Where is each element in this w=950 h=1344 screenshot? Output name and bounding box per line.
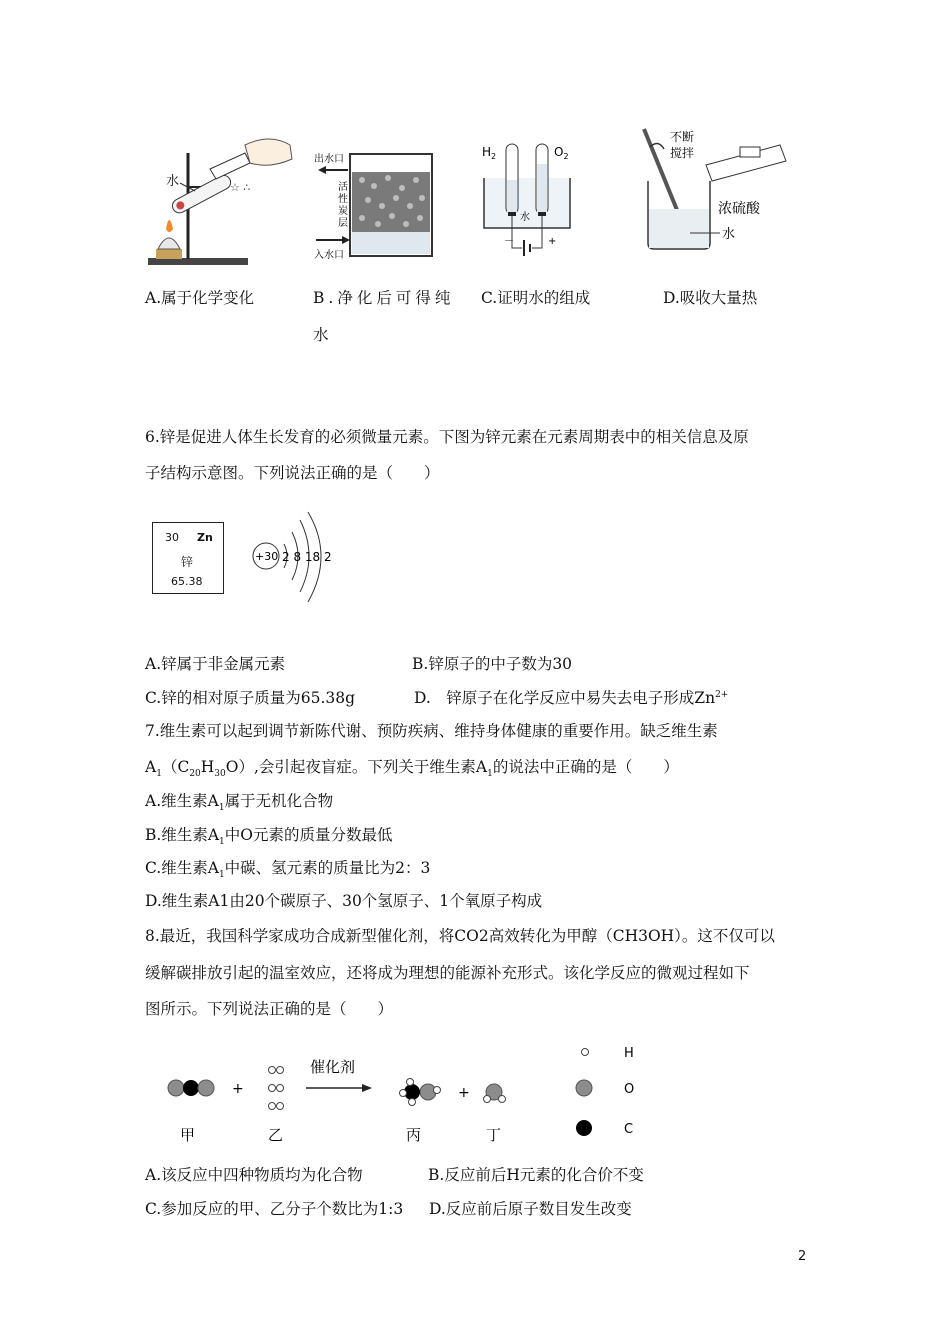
water-below — [352, 232, 430, 254]
legend-h: H — [624, 1046, 634, 1061]
caption-b-line2: 水 — [313, 326, 329, 344]
atomic-number: 30 — [165, 531, 179, 544]
paper-trough — [210, 153, 250, 179]
label-o2: $O_2$ — [554, 145, 569, 161]
q6-stem-line2: 子结构示意图。下列说法正确的是（ ） — [145, 464, 440, 482]
tube-right-water — [537, 164, 547, 213]
q8-option-c: C.参加反应的甲、乙分子个数比为1:3 — [145, 1200, 404, 1218]
inlet-arrow — [342, 236, 350, 244]
label-carbon-3: 炭 — [338, 206, 348, 217]
hand — [245, 139, 292, 165]
zinc-atom-structure — [248, 510, 348, 610]
q6-option-b: B.锌原子的中子数为30 — [412, 655, 573, 673]
legend-o-symbol — [576, 1080, 592, 1096]
label-bing: 丙 — [406, 1126, 422, 1144]
electrode-right — [538, 212, 546, 216]
q8-option-b: B.反应前后H元素的化合价不变 — [428, 1166, 644, 1184]
figure-c-electrolysis — [478, 140, 578, 264]
q7-option-b: B.维生素$A_1$中O元素的质量分数最低 — [145, 826, 393, 848]
molecule-bing — [400, 1079, 441, 1106]
test-tube — [170, 173, 233, 215]
q6-option-c: C.锌的相对原子质量为65.38g — [145, 689, 356, 707]
beaker-water — [649, 209, 709, 248]
figure-d-dilution — [640, 125, 790, 255]
q7-stem-line1: 7.维生素可以起到调节新陈代谢、预防疾病、维持身体健康的重要作用。缺乏维生素 — [145, 722, 718, 740]
legend-h-symbol — [582, 1049, 589, 1056]
plus-1: + — [232, 1081, 244, 1097]
reaction-diagram — [160, 1040, 680, 1150]
label-yi: 乙 — [268, 1126, 284, 1144]
bottle-label — [740, 147, 760, 157]
shell-electrons: 2 8 18 2 — [282, 550, 332, 564]
powder-marks: ☆ ∴ — [230, 181, 251, 194]
q7-stem-line2: $A_1(C_{20}H_{30}O)$,会引起夜盲症。下列关于维生素$A_1$的说法中正确的是（ ） — [145, 758, 679, 780]
stand-base — [148, 258, 248, 265]
element-name: 锌 — [181, 555, 194, 569]
catalyst-label: 催化剂 — [310, 1058, 356, 1076]
label-outlet: 出水口 — [314, 154, 344, 165]
tube-left-water — [507, 180, 517, 213]
label-inlet: 入水口 — [314, 250, 344, 261]
molecule-yi — [269, 1067, 284, 1110]
caption-d: D.吸收大量热 — [663, 289, 758, 307]
q6-stem-line1: 6.锌是促进人体生长发育的必须微量元素。下图为锌元素在元素周期表中的相关信息及原 — [145, 428, 749, 446]
page-number: 2 — [798, 1249, 807, 1264]
atomic-mass: 65.38 — [171, 575, 203, 588]
element-symbol: Zn — [197, 531, 213, 544]
label-carbon-1: 活 — [338, 182, 348, 193]
figure-b-carbon-filter — [312, 140, 438, 266]
q8-option-a: A.该反应中四种物质均为化合物 — [145, 1166, 363, 1184]
molecule-jia — [168, 1080, 214, 1096]
lamp-base — [156, 249, 182, 259]
q8-option-d: D.反应前后原子数目发生改变 — [429, 1200, 632, 1218]
electrode-left — [508, 212, 516, 216]
label-stir-1: 不断 — [670, 130, 695, 144]
reaction-arrowhead — [362, 1084, 372, 1092]
outlet-arrow — [318, 166, 326, 174]
label-water: 水 — [166, 174, 180, 189]
q6-option-d: D. 锌原子在化学反应中易失去电子形成$Zn^{2+}$ — [414, 689, 729, 707]
figure-a-heating-apparatus — [140, 125, 300, 267]
nucleus-charge: +30 — [255, 550, 279, 563]
q7-option-a: A.维生素$A_1$属于无机化合物 — [145, 792, 334, 814]
flame — [166, 220, 173, 232]
q8-stem-line1: 8.最近，我国科学家成功合成新型催化剂，将CO2高效转化为甲醇（CH3OH）。这不仅可以 — [145, 927, 775, 945]
alcohol-lamp — [158, 238, 180, 249]
label-water: 水 — [520, 212, 530, 223]
q7-option-d: D.维生素A1由20个碳原子、30个氢原子、1个氧原子构成 — [145, 892, 543, 910]
legend-o: O — [624, 1082, 635, 1097]
label-acid: 浓硫酸 — [718, 201, 760, 217]
label-minus: － — [504, 236, 514, 247]
caption-a: A.属于化学变化 — [145, 289, 255, 307]
legend-c: C — [624, 1122, 634, 1137]
label-jia: 甲 — [180, 1126, 196, 1144]
legend-c-symbol — [576, 1120, 592, 1136]
zinc-element-card — [152, 522, 224, 594]
caption-b-line1: B.净化后可得纯 — [313, 289, 455, 307]
molecule-ding — [484, 1084, 506, 1103]
q8-stem-line2: 缓解碳排放引起的温室效应，还将成为理想的能源补充形式。该化学反应的微观过程如下 — [145, 964, 750, 982]
label-h2: $H_2$ — [482, 145, 497, 161]
q8-stem-line3: 图所示。下列说法正确的是（ ） — [145, 1000, 394, 1018]
label-plus: + — [548, 236, 557, 247]
q6-option-a: A.锌属于非金属元素 — [145, 655, 286, 673]
q7-option-c: C.维生素$A_1$中碳、氢元素的质量比为2：3 — [145, 859, 431, 881]
label-carbon-4: 层 — [338, 218, 348, 229]
label-carbon-2: 性 — [338, 194, 348, 205]
label-ding: 丁 — [486, 1126, 502, 1144]
label-water: 水 — [722, 227, 736, 242]
caption-c: C.证明水的组成 — [481, 289, 591, 307]
label-stir-2: 搅拌 — [670, 146, 695, 160]
plus-2: + — [458, 1085, 470, 1101]
